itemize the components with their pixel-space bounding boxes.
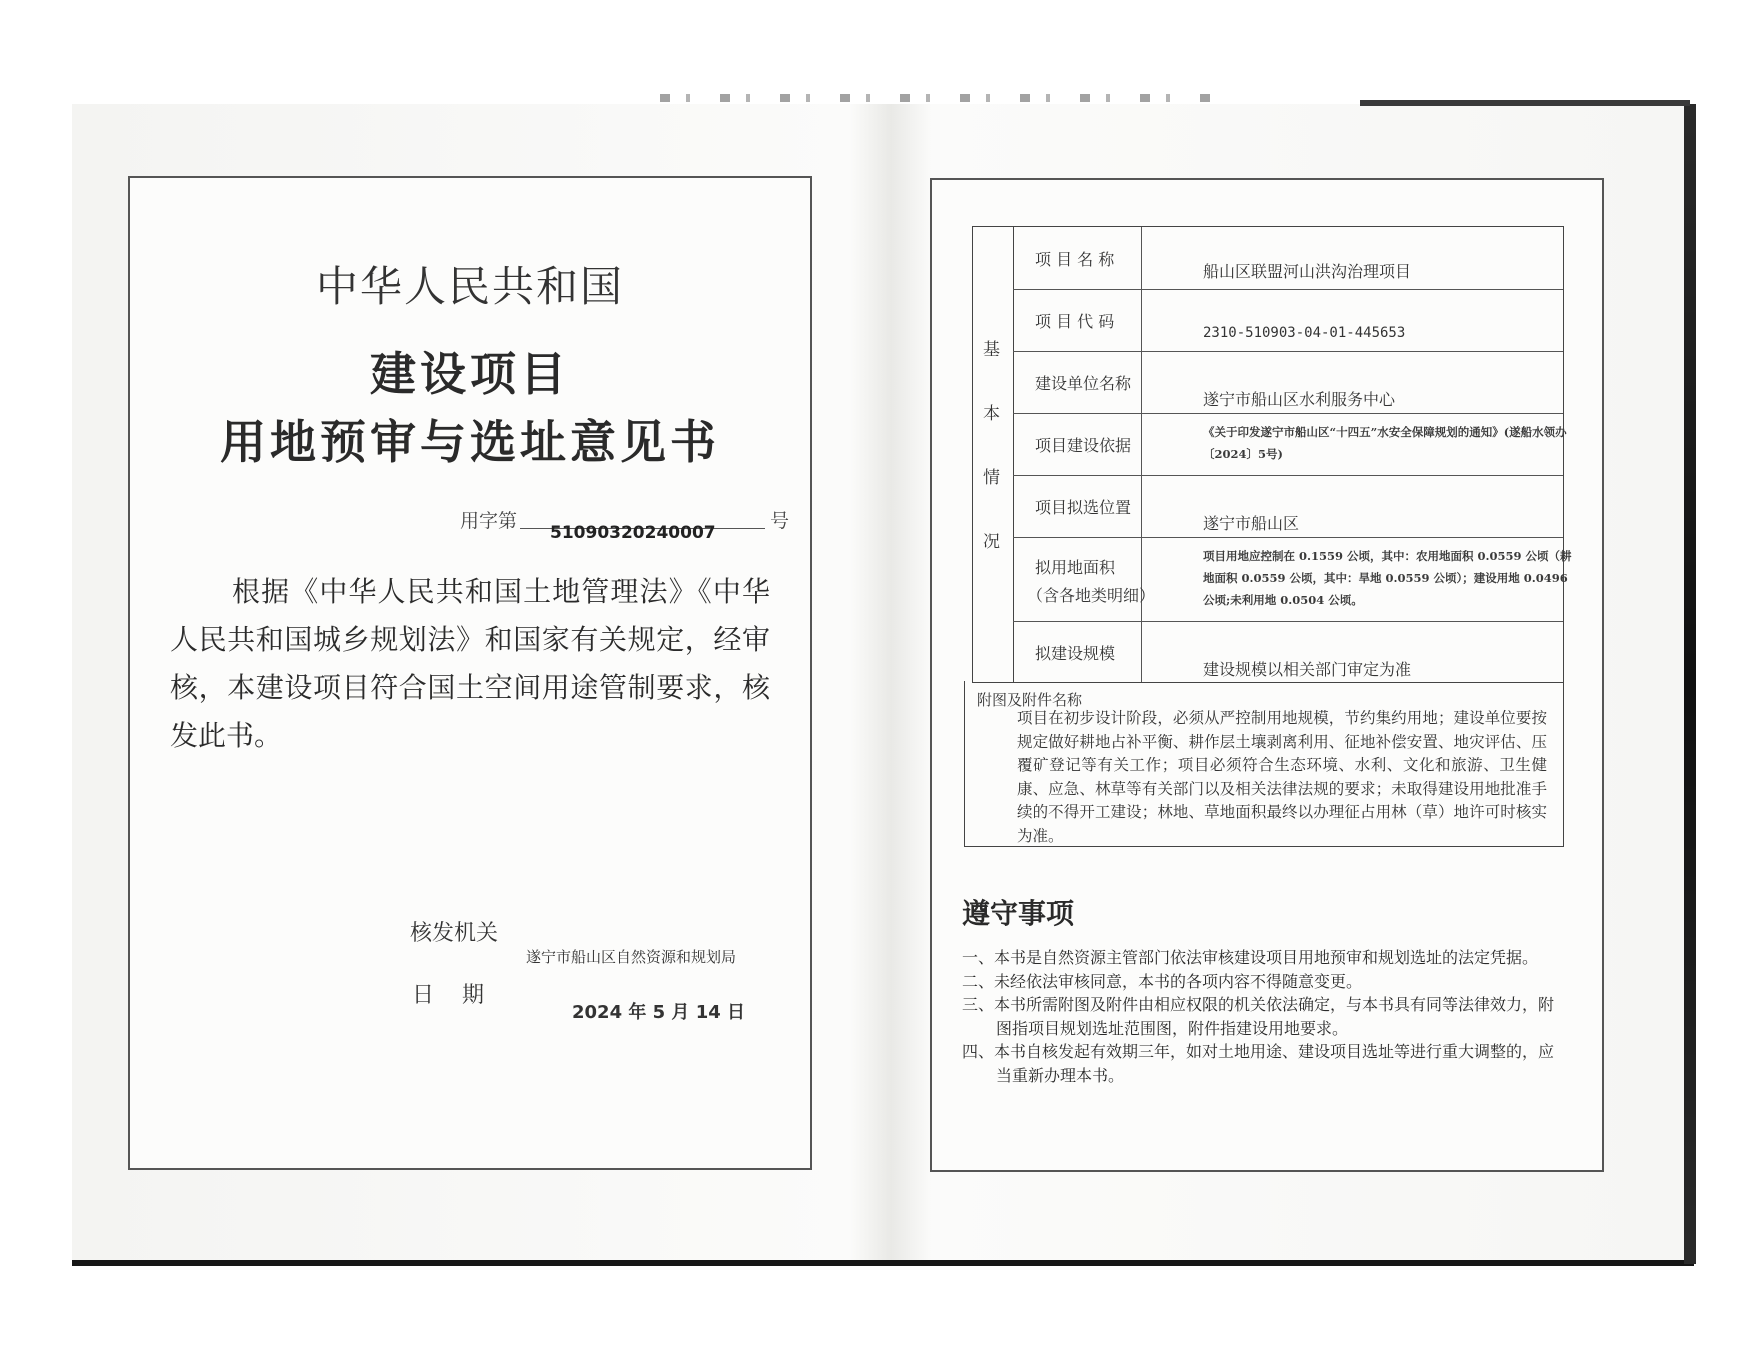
basic-info-table [972,226,1572,683]
table-row-scale [1013,621,1563,682]
table-row-basis [1013,413,1567,476]
table-row-unit [1013,351,1563,414]
issue-date: 2024 年 5 月 14 日 [572,1002,746,1023]
basic-info-side-header [973,227,1014,682]
row-label: 项 目 名 称 [1035,250,1115,269]
right-page-frame [930,178,1604,1172]
title-line-1: 建设项目 [370,347,570,401]
notice-list [962,946,1562,1087]
row-value: 遂宁市船山区 [1203,514,1300,533]
country-heading: 中华人民共和国 [315,262,624,311]
doc-number: 51090320240007 [550,523,716,543]
row-label: 项 目 代 码 [1035,312,1115,331]
scan-top-artifact [660,94,1220,102]
table-row-area [1013,537,1572,622]
row-label: 项目拟选位置 [1035,498,1132,517]
date-label: 日期 [412,983,513,1008]
title-line-2: 用地预审与选址意见书 [220,415,720,469]
row-value: 遂宁市船山区水利服务中心 [1203,390,1396,409]
attachments-label: 附图及附件名称 [977,691,1083,709]
notice-item: 一、本书是自然资源主管部门依法审核建设项目用地预审和规划选址的法定凭据。 [962,948,1539,967]
notice-item: 三、本书所需附图及附件由相应权限的机关依法确定，与本书具有同等法律效力，附图指项目规划选址范围图，附件指建设用地要求。 [962,995,1555,1038]
row-value: 项目用地应控制在 0.1559 公顷，其中：农用地面积 0.0559 公顷（耕地面积 0.0559 公顷，其中：旱地 0.0559 公顷）；建设用地 0.0496 公顷;未利用地 0.0504 公顷。 [1203,549,1572,607]
notice-item: 二、未经依法审核同意，本书的各项内容不得随意变更。 [962,971,1363,991]
notice-title: 遵守事项 [962,897,1075,930]
scan-top-artifact-right [1360,100,1690,106]
side-char: 本 [983,404,1000,424]
row-label: 建设单位名称 [1035,374,1132,393]
table-row-location [1013,475,1563,538]
row-label: 拟建设规模 [1035,644,1116,663]
table-row-project-name [1013,227,1563,290]
row-value: 《关于印发遂宁市船山区“十四五”水安全保障规划的通知》(遂船水领办〔2024〕5号) [1203,425,1567,461]
row-label: 项目建设依据 [1035,436,1132,455]
left-page-frame [128,176,812,1170]
attachments-box [964,681,1564,847]
row-value: 船山区联盟河山洪沟治理项目 [1203,262,1412,281]
issuer-label: 核发机关 [410,921,499,946]
notice-item: 四、本书自核发起有效期三年，如对土地用途、建设项目选址等进行重大调整的，应当重新办理本书。 [962,1042,1555,1085]
scan-dark-edge [1684,104,1696,1264]
attachments-text: 项目在初步设计阶段，必须从严控制用地规模，节约集约用地；建设单位要按规定做好耕地占补平衡、耕作层土壤剥离利用、征地补偿安置、地灾评估、压覆矿登记等有关工作；项目必须符合生态环境、水利、文化和旅游、卫生健康、应急、林草等有关部门以及相关法律法规的要求；未取得建设用地批准手续的不得开工建设；林地、草地面积最终以办理征占用林（草）地许可时核实为准。 [1017,709,1547,845]
side-char: 基 [983,340,1000,360]
row-value: 2310-510903-04-01-445653 [1203,325,1406,341]
row-value: 建设规模以相关部门审定为准 [1203,660,1412,679]
side-char: 情 [983,468,1000,488]
table-row-project-code [1013,289,1563,352]
row-label: 拟用地面积 [1035,558,1116,577]
doc-number-prefix: 用字第 [460,510,518,532]
doc-number-suffix: 号 [770,510,790,532]
row-label-sub: （含各地类明细） [1027,586,1156,605]
certificate-body: 根据《中华人民共和国土地管理法》《中华人民共和国城乡规划法》和国家有关规定，经审核，本建设项目符合国土空间用途管制要求，核发此书。 [170,575,770,752]
issuer-value: 遂宁市船山区自然资源和规划局 [526,948,737,966]
side-char: 况 [983,532,1000,552]
